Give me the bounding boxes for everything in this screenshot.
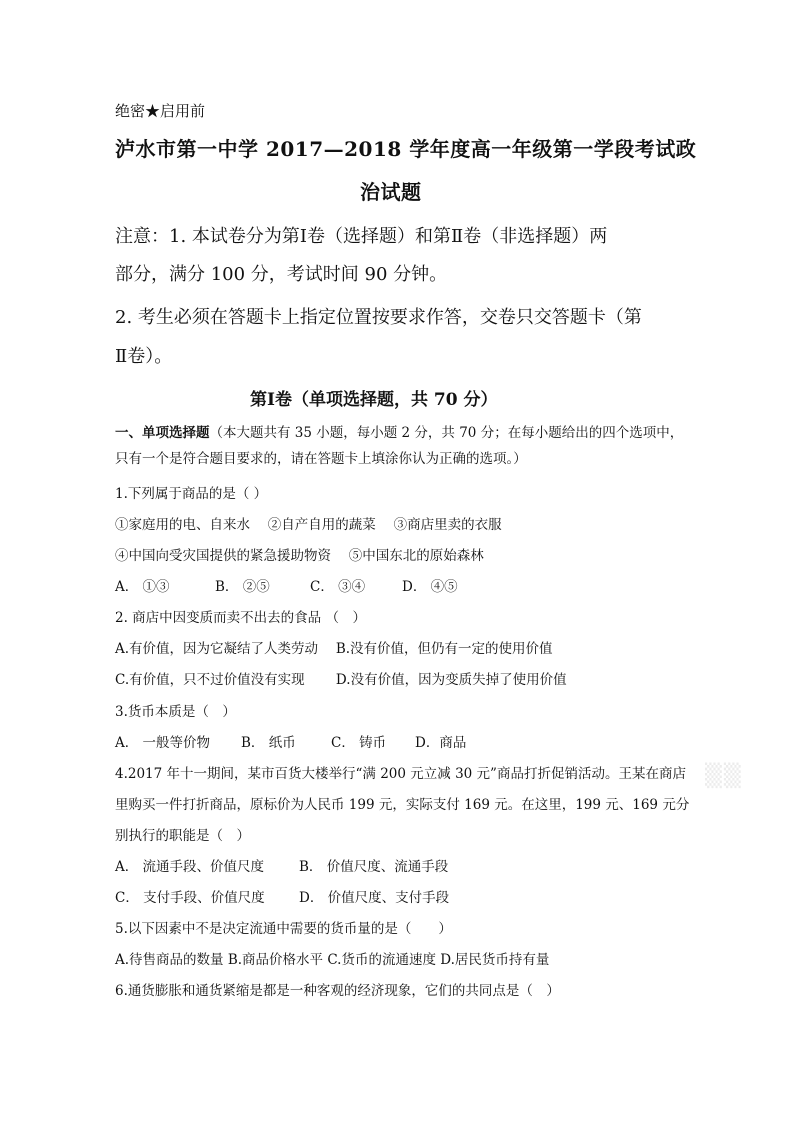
q1-option-a: A． ①③ [115,579,170,595]
q2-option-cd: C.有价值，只不过价值没有实现 D.没有价值，因为变质失掉了使用价值 [115,672,567,688]
notice-line2: 部分，满分 100 分，考试时间 90 分钟。 [115,264,448,285]
section-intro-bold: 一、单项选择题 [115,425,210,441]
exam-title-line1: 泸水市第一中学 2017—2018 学年度高一年级第一学段考试政 [115,137,697,161]
q3-option-d: D．商品 [415,735,467,751]
q4-stem-line2: 里购买一件打折商品，原标价为人民币 199 元，实际支付 169 元。在这里，199 元、169 元分 [115,797,690,813]
q4-options-row1 [115,855,448,875]
q3-option-a: A． 一般等价物 [115,735,211,751]
q1-option-c: C． ③④ [310,579,366,595]
q1-option-b: B． ②⑤ [215,579,270,595]
section-intro-line1 [115,421,683,441]
q4-stem-line3: 别执行的职能是（ ） [115,828,250,844]
secret-label: 绝密★启用前 [115,102,206,120]
notice-line1: 注意：1. 本试卷分为第Ⅰ卷（选择题）和第Ⅱ卷（非选择题）两 [115,226,608,247]
notice-line4: Ⅱ卷）。 [115,346,173,367]
q5-stem: 5.以下因素中不是决定流通中需要的货币量的是（ ） [115,921,452,937]
q1-stem: 1.下列属于商品的是（ ） [115,486,268,502]
q3-option-c: C． 铸币 [331,735,387,751]
q4-stem-line1: 4.2017 年十一期间，某市百货大楼举行“满 200 元立减 30 元”商品打折促销活动。王某在商店 [115,766,686,782]
q3-option-b: B． 纸币 [241,735,296,751]
exam-title-line2: 治试题 [360,180,422,204]
q4-option-b: B． 价值尺度、流通手段 [299,859,449,875]
q4-option-c: C． 支付手段、价值尺度 [115,890,265,906]
q2-option-ab: A.有价值，因为它凝结了人类劳动 B.没有价值，但仍有一定的使用价值 [115,641,553,657]
faint-watermark: ▒▒ [705,764,743,789]
q6-stem: 6.通货膨胀和通货紧缩是都是一种客观的经济现象，它们的共同点是（ ） [115,983,560,999]
q1-options [115,575,458,595]
q4-option-d: D． 价值尺度、支付手段 [299,890,450,906]
q1-option-d: D． ④⑤ [402,579,458,595]
q3-options [115,731,466,751]
section-intro-line2: 只有一个是符合题目要求的，请在答题卡上填涂你认为正确的选项。） [115,451,527,467]
section-intro-rest: （本大题共有 35 小题，每小题 2 分，共 70 分；在每小题给出的四个选项中， [209,425,684,441]
q1-items2: ④中国向受灾国提供的紧急援助物资 ⑤中国东北的原始森林 [115,548,484,564]
section-title: 第Ⅰ卷（单项选择题，共 70 分） [250,390,498,410]
q2-stem: 2. 商店中因变质而卖不出去的食品 （ ） [115,610,366,626]
q4-option-a: A． 流通手段、价值尺度 [115,859,265,875]
q1-items1: ①家庭用的电、自来水 ②自产自用的蔬菜 ③商店里卖的衣服 [115,517,502,533]
q4-options-row2 [115,886,449,906]
q3-stem: 3.货币本质是（ ） [115,704,236,720]
notice-line3: 2. 考生必须在答题卡上指定位置按要求作答，交卷只交答题卡（第 [115,307,642,328]
q5-options: A.待售商品的数量 B.商品价格水平 C.货币的流通速度 D.居民货币持有量 [115,952,550,968]
